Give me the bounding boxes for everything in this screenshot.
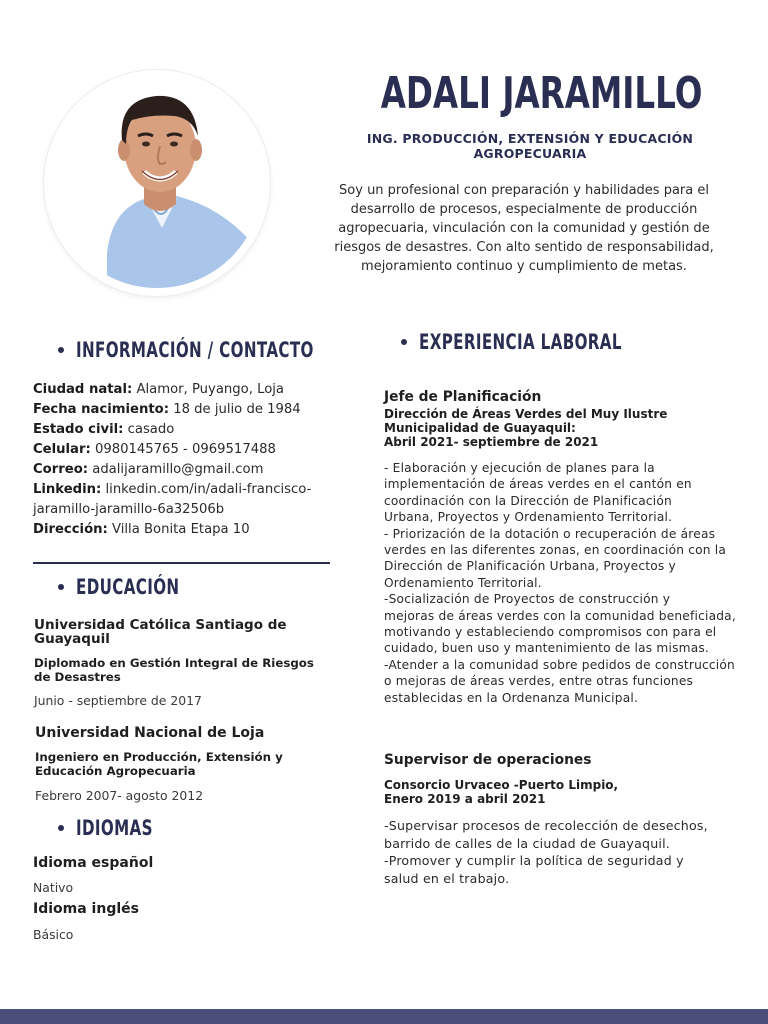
professional-title — [344, 131, 716, 161]
job-organization: Dirección de Áreas Verdes del Muy Ilustre — [384, 407, 668, 421]
contact-value: 0980145765 - 0969517488 — [94, 442, 276, 457]
linkedin-link[interactable]: linkedin.com/in/adali-francisco- — [105, 482, 312, 497]
contact-value: adalijaramillo@gmail.com — [92, 462, 264, 477]
languages-heading-text: IDIOMAS — [76, 816, 153, 840]
education-heading — [58, 575, 220, 599]
contact-label: Celular: — [33, 442, 91, 457]
professional-title-line-2: AGROPECUARIA — [473, 146, 587, 161]
contact-label: Ciudad natal: — [33, 382, 133, 397]
footer-bar — [0, 1009, 768, 1024]
contact-row — [33, 500, 333, 520]
contact-row — [33, 400, 333, 420]
education-degree-line-2: de Desastres — [34, 670, 121, 684]
language-level: Nativo — [33, 880, 74, 895]
contact-label: Fecha nacimiento: — [33, 402, 169, 417]
job-title: Jefe de Planificación — [384, 389, 542, 405]
experience-heading-text: EXPERIENCIA LABORAL — [419, 330, 622, 354]
profile-photo — [52, 78, 262, 288]
contact-row — [33, 440, 333, 460]
education-institution-line-2: Guayaquil — [34, 631, 110, 647]
contact-value: 18 de julio de 1984 — [173, 402, 301, 417]
education-institution: Universidad Nacional de Loja — [35, 725, 265, 741]
contact-list — [33, 380, 333, 540]
education-institution: Universidad Católica Santiago de — [34, 617, 287, 633]
experience-heading — [401, 330, 701, 354]
contact-row — [33, 460, 333, 480]
contact-value: Villa Bonita Etapa 10 — [112, 522, 250, 537]
bullet-icon — [58, 347, 64, 353]
education-heading-text: EDUCACIÓN — [76, 575, 180, 599]
education-dates: Febrero 2007- agosto 2012 — [35, 788, 204, 803]
contact-value: casado — [127, 422, 175, 437]
language-name: Idioma español — [33, 855, 154, 871]
education-entry — [35, 726, 335, 803]
linkedin-link-continued[interactable]: jaramillo-jaramillo-6a32506b — [33, 502, 225, 517]
job-entry — [384, 752, 759, 887]
contact-row — [33, 380, 333, 400]
candidate-name: ADALI JARAMILLO — [380, 68, 703, 119]
job-title: Supervisor de operaciones — [384, 752, 592, 768]
language-level: Básico — [33, 927, 74, 942]
contact-label: Dirección: — [33, 522, 108, 537]
professional-title-line-1: ING. PRODUCCIÓN, EXTENSIÓN Y EDUCACIÓN — [366, 131, 694, 146]
job-description: -Supervisar procesos de recolección de desechos, barrido de calles de la ciudad de Guayaquil. -Promover y cumplir la política de seguridad y salud en el trabajo. — [384, 818, 708, 886]
job-organization: Consorcio Urvaceo -Puerto Limpio, — [384, 778, 619, 792]
bullet-icon — [401, 339, 407, 345]
education-entry — [34, 618, 334, 708]
languages-heading — [58, 816, 183, 840]
contact-heading-text: INFORMACIÓN / CONTACTO — [76, 338, 314, 362]
education-degree: Diplomado en Gestión Integral de Riesgos — [34, 656, 314, 670]
profile-summary: Soy un profesional con preparación y habilidades para el desarrollo de procesos, especialmente de producción agropecuaria, vinculación con la comunidad y gestión de riesgos de desastres. Con alto sentido de responsabilidad, mejoramiento continuo y cumplimiento de metas. — [334, 183, 714, 274]
contact-label: Estado civil: — [33, 422, 124, 437]
contact-heading — [58, 338, 406, 362]
contact-value: Alamor, Puyango, Loja — [136, 382, 285, 397]
contact-row — [33, 520, 333, 540]
education-dates: Junio - septiembre de 2017 — [34, 693, 202, 708]
education-degree-line-2: Educación Agropecuaria — [35, 764, 196, 778]
job-entry — [384, 389, 759, 706]
section-divider — [33, 562, 330, 564]
contact-label: Linkedin: — [33, 482, 102, 497]
job-organization-line-2: Municipalidad de Guayaquil: — [384, 421, 576, 435]
job-dates: Abril 2021- septiembre de 2021 — [384, 435, 599, 449]
contact-row — [33, 480, 333, 500]
profile-photo-avatar-icon — [52, 78, 262, 288]
language-name: Idioma inglés — [33, 901, 139, 917]
contact-row — [33, 420, 333, 440]
job-dates: Enero 2019 a abril 2021 — [384, 792, 546, 806]
bullet-icon — [58, 825, 64, 831]
contact-label: Correo: — [33, 462, 89, 477]
job-description: - Elaboración y ejecución de planes para la implementación de áreas verdes en el cantón en coordinación con la Dirección de Planificación Urbana, Proyectos y Ordenamiento Territorial. - Priorización de la dotación o recuperación de áreas verdes en las diferentes zonas, en coordinación con la Dirección de Planificación Urbana, Proyectos y Ordenamiento Territorial. -Socialización de Proyectos de construcción y mejoras de áreas verdes con la comunidad beneficiada, motivando y estableciendo compromisos con para el cuidado, buen uso y mantenimiento de las mismas. -Atender a la comunidad sobre pedidos de construcción o mejoras de áreas verdes, entre otras funciones establecidas en la Ordenanza Municipal. — [384, 461, 736, 705]
bullet-icon — [58, 584, 64, 590]
education-degree: Ingeniero en Producción, Extensión y — [35, 750, 283, 764]
